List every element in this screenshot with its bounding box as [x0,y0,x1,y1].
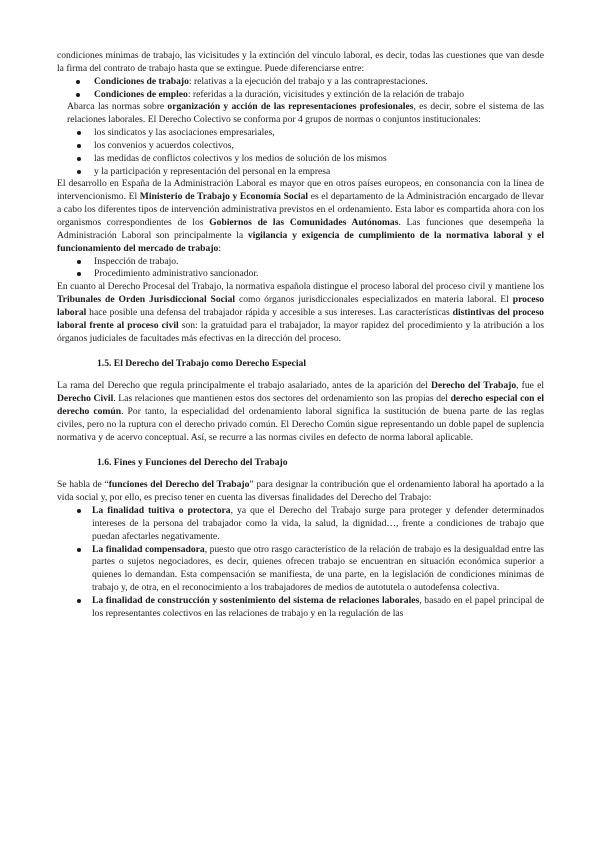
paragraph-labor-administration: El desarrollo en España de la Administración Laboral es mayor que en otros países europeos, en consonancia con la línea de intervencionismo. El Ministerio de Trabajo y Economía Social es el departamento de la Administración encargado de llevar a cabo los diferentes tipos de intervención administrativa previstos en el ordenamiento. Esta labor es compartida ahora con los organismos correspondientes de los Gobiernos de las Comunidades Autónomas. Las funciones que desempeña la Administración Laboral son principalmente la vigilancia y exigencia de cumplimiento de la normativa laboral y el funcionamiento del mercado de trabajo: [57,178,544,254]
list-purposes [57,505,544,621]
list-item: y la participación y representación del personal en la empresa [57,166,544,179]
paragraph-collective-law: Abarca las normas sobre organización y acción de las representaciones profesionales, es decir, sobre el sistema de las relaciones laborales. El Derecho Colectivo se conforma por 4 grupos de normas o conjuntos institucionales: [67,101,545,126]
list-item: Condiciones de empleo: referidas a la duración, vicisitudes y extinción de la relación de trabajo [57,89,544,102]
paragraph-procedural-law: En cuanto al Derecho Procesal del Trabajo, la normativa española distingue el proceso laboral del proceso civil y mantiene los Tribunales de Orden Jurisdiccional Social como órganos jurisdiccionales especializados en materia laboral. El proceso laboral hace posible una defensa del trabajador rápida y accesible a sus intereses. Las características distintivas del proceso laboral frente al proceso civil son: la gratuidad para el trabajador, la mayor rapidez del procedimiento y la atribución a los órganos judiciales de facultades más efectivas en la dirección del proceso. [57,281,545,344]
paragraph-functions-intro: Se habla de “funciones del Derecho del Trabajo” para designar la contribución que el ordenamiento laboral ha aportado a la vida social y, por ello, es preciso tener en cuenta las diversas finalidades del Derecho del Trabajo: [57,479,544,504]
paragraph-special-law: La rama del Derecho que regula principalmente el trabajo asalariado, antes de la aparición del Derecho del Trabajo, fue el Derecho Civil. Las relaciones que mantienen estos dos sectores del ordenamiento son las propias del derecho especial con el derecho común. Por tanto, la especialidad del ordenamiento laboral significa la sustitución de buena parte de las reglas civiles, pero no la ruptura con el derecho privado común. El Derecho Común sigue representando un doble papel de suplencia normativa y de acervo conceptual. Así, se recurre a las normas civiles en defecto de norma laboral aplicable. [57,380,545,443]
paragraph-conditions-intro: condiciones mínimas de trabajo, las vicisitudes y la extinción del vínculo laboral, es decir, todas las cuestiones que van desde la firma del contrato de trabajo hasta que se extingue. Puede diferenciarse entre: [57,50,544,74]
list-item: Inspección de trabajo. [57,256,544,269]
list-item: La finalidad de construcción y sostenimiento del sistema de relaciones laborales, basado en el papel principal de los representantes colectivos en las relaciones de trabajo y en la regulación de las [57,595,544,621]
list-item: La finalidad tuitiva o protectora, ya que el Derecho del Trabajo surge para proteger y defender determinados intereses de la persona del trabajador como la vida, la salud, la dignidad…, frente a condiciones de trabajo que puedan afectarles negativamente. [57,505,544,544]
document-page [57,50,544,621]
list-institutional-groups [57,127,544,178]
list-conditions [57,76,544,102]
list-item: los convenios y acuerdos colectivos, [57,140,544,153]
list-administration-functions [57,256,544,282]
list-item: los sindicatos y las asociaciones empresariales, [57,127,544,140]
list-item: Condiciones de trabajo: relativas a la ejecución del trabajo y a las contraprestaciones. [57,76,544,89]
list-item: Procedimiento administrativo sancionador. [57,268,544,281]
list-item: las medidas de conflictos colectivos y los medios de solución de los mismos [57,153,544,166]
section-heading-1-5: 1.5. El Derecho del Trabajo como Derecho Especial [97,358,306,370]
list-item: La finalidad compensadora, puesto que otro rasgo característico de la relación de trabajo es la desigualdad entre las partes o sujetos negociadores, es decir, quienes ofrecen trabajo se encuentran en situación económica superior a quienes lo demandan. Esta compensación se manifiesta, de una parte, en la legislación de condiciones mínimas de trabajo y, de otra, en el reconocimiento a los trabajadores de medios de autotutela o autodefensa colectiva. [57,544,544,595]
section-heading-1-6: 1.6. Fines y Funciones del Derecho del Trabajo [97,457,288,469]
